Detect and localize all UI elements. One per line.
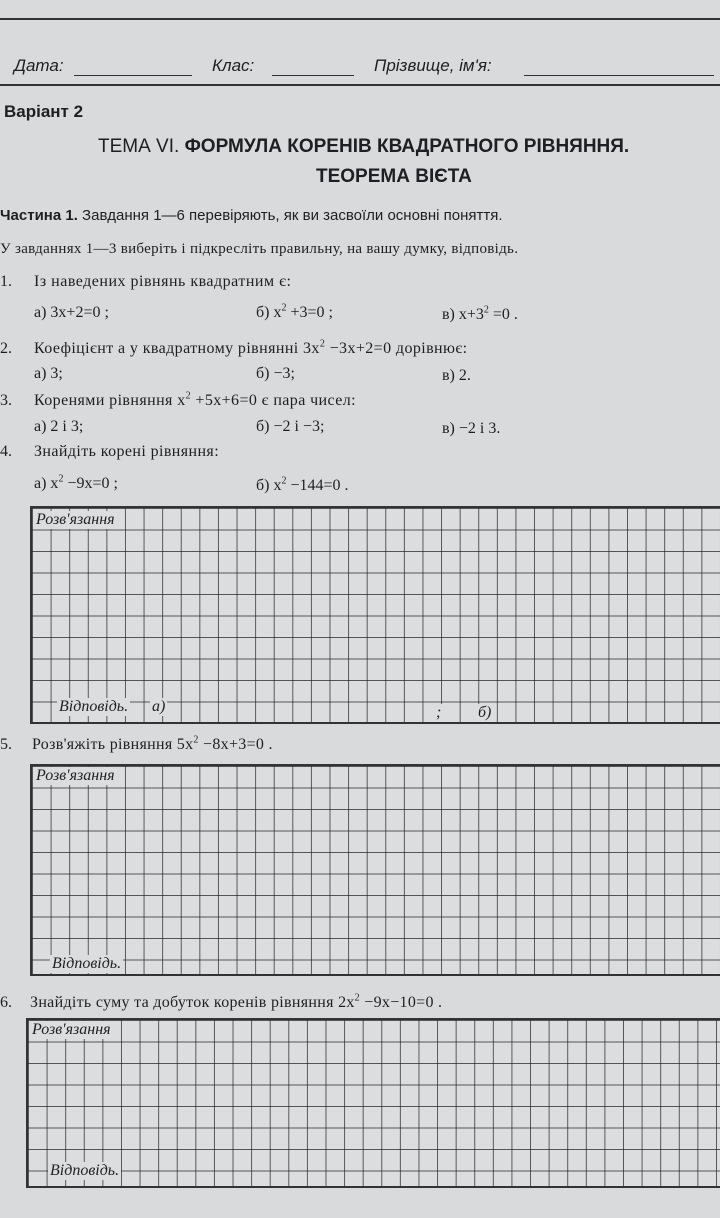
task6-text: Знайдіть суму та добуток коренів рівняння $2x^2 -9x-10=0$ . — [30, 992, 443, 1011]
task3-option-b[interactable]: б) −2 і −3; — [256, 418, 325, 435]
task4-answer-separator: ; — [436, 704, 442, 721]
task1-text: Із наведених рівнянь квадратним є: — [34, 273, 292, 290]
class-field-line[interactable] — [272, 75, 354, 76]
part1-heading — [0, 207, 503, 224]
date-field-line[interactable] — [74, 75, 192, 76]
name-field-line[interactable] — [524, 75, 714, 76]
date-label: Дата: — [14, 56, 64, 75]
task4-answer-grid[interactable] — [30, 506, 720, 724]
task3-number: 3. — [0, 392, 12, 409]
task4-answer-b[interactable]: б) — [478, 704, 492, 721]
page-subtitle: ТЕОРЕМА ВІЄТА — [316, 166, 472, 187]
title-prefix: ТЕМА VI. — [98, 136, 180, 157]
task4-text: Знайдіть корені рівняння: — [34, 443, 220, 460]
task3-option-a[interactable]: а) 2 і 3; — [34, 418, 84, 435]
task2-option-b[interactable]: б) −3; — [256, 365, 295, 382]
task4-answer-a[interactable]: а) — [152, 698, 166, 715]
part1-text: Завдання 1—6 перевіряють, як ви засвоїли основні поняття. — [82, 207, 503, 224]
task4-answer-label: Відповідь. — [59, 698, 129, 715]
task2-text: Коефіцієнт a у квадратному рівнянні $3x^2 -3x+2=0$ дорівнює: — [34, 338, 468, 357]
task5-text: Розв'яжіть рівняння $5x^2 -8x+3=0$ . — [32, 734, 273, 753]
title-main: ФОРМУЛА КОРЕНІВ КВАДРАТНОГО РІВНЯННЯ. — [184, 136, 630, 157]
task2-option-a[interactable]: а) 3; — [34, 365, 63, 382]
task4-number: 4. — [0, 443, 12, 460]
task1-option-c[interactable]: в) $x+3^2 =0$ . — [442, 304, 518, 323]
task4-equation-a: а) $x^2 -9x=0$ ; — [34, 473, 118, 492]
task2-option-c[interactable]: в) 2. — [442, 367, 471, 384]
task4-equation-b: б) $x^2 -144=0$ . — [256, 475, 349, 494]
class-label: Клас: — [212, 56, 255, 75]
task6-grid-label: Розв'язання — [32, 1021, 111, 1038]
task1-number: 1. — [0, 273, 12, 290]
variant-label: Варіант 2 — [4, 102, 84, 121]
task5-answer-label: Відповідь. — [52, 955, 122, 972]
task6-answer-grid[interactable] — [26, 1018, 720, 1188]
task3-option-c[interactable]: в) −2 і 3. — [442, 420, 501, 437]
page-title — [98, 136, 629, 158]
task6-answer-label: Відповідь. — [50, 1162, 120, 1179]
part1-label: Частина 1. — [0, 207, 78, 224]
task1-option-a[interactable]: а) 3x+2=0 ; — [34, 304, 109, 321]
task5-number: 5. — [0, 736, 12, 753]
task3-text: Коренями рівняння $x^2 +5x+6=0$ є пара чисел: — [34, 390, 356, 409]
instruction-text: У завданнях 1—3 виберіть і підкресліть правильну, на вашу думку, відповідь. — [0, 241, 519, 257]
task1-option-b[interactable]: б) $x^2 +3=0$ ; — [256, 302, 333, 321]
name-label: Прізвище, ім'я: — [374, 56, 492, 75]
task4-grid-label: Розв'язання — [36, 511, 115, 528]
task5-grid-label: Розв'язання — [36, 767, 115, 784]
task2-number: 2. — [0, 340, 12, 357]
task6-number: 6. — [0, 994, 12, 1011]
task5-answer-grid[interactable] — [30, 764, 720, 976]
